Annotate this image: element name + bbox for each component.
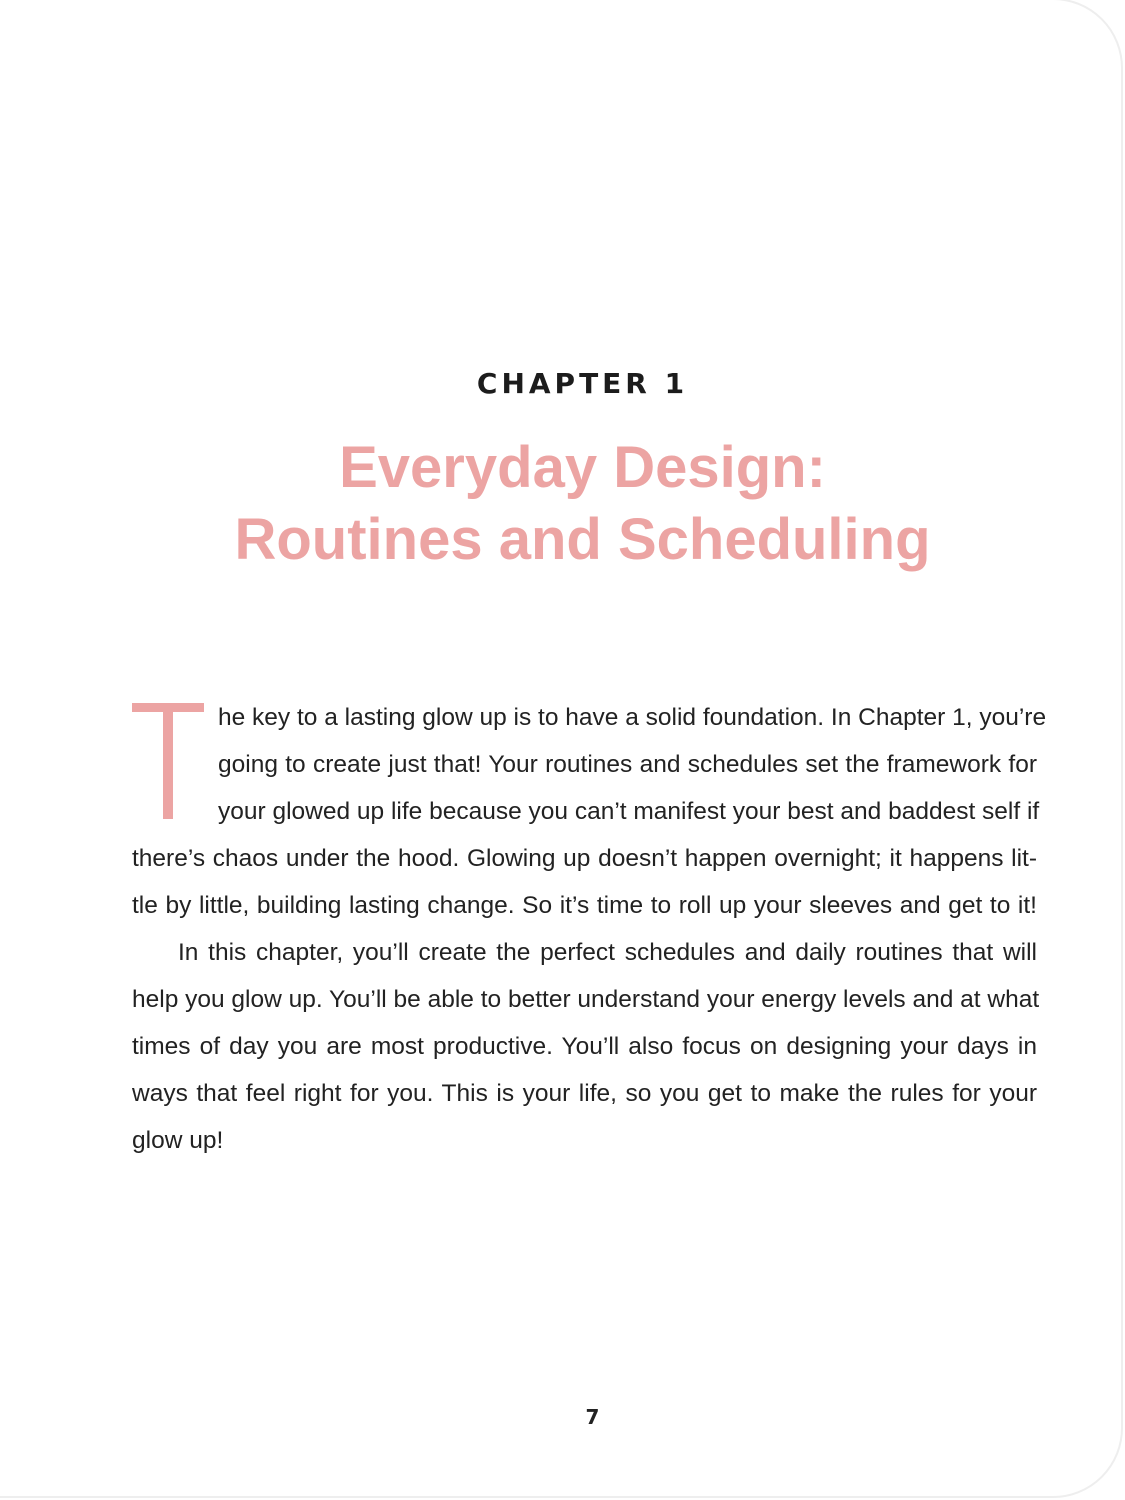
text-line: going to create just that! Your routines and schedules set the framework for: [218, 751, 1037, 778]
text-line: glow up!: [132, 1127, 224, 1154]
text-line: In this chapter, you’ll create the perfect schedules and daily routines that will: [178, 939, 1037, 966]
paragraph-2: [132, 929, 1040, 1164]
chapter-title-line-1: Everyday Design:: [339, 435, 826, 500]
text-line: help you glow up. You’ll be able to better understand your energy levels and at what: [132, 986, 1040, 1013]
body-text: [132, 694, 1047, 1164]
text-line: there’s chaos under the hood. Glowing up doesn’t happen overnight; it happens lit-: [132, 845, 1037, 872]
text-line: he key to a lasting glow up is to have a solid foundation. In Chapter 1, you’re: [218, 704, 1047, 731]
chapter-label: CHAPTER 1: [476, 367, 689, 400]
page-number: 7: [585, 1405, 600, 1429]
chapter-title-line-2: Routines and Scheduling: [234, 507, 931, 572]
chapter-title: [0, 432, 1125, 576]
text-line: your glowed up life because you can’t manifest your best and baddest self if: [218, 798, 1040, 825]
text-line: tle by little, building lasting change. So it’s time to roll up your sleeves and get to it!: [132, 892, 1037, 919]
text-line: ways that feel right for you. This is your life, so you get to make the rules for your: [132, 1080, 1037, 1107]
paragraph-1: [132, 694, 1047, 929]
text-line: times of day you are most productive. You’ll also focus on designing your days in: [132, 1033, 1037, 1060]
